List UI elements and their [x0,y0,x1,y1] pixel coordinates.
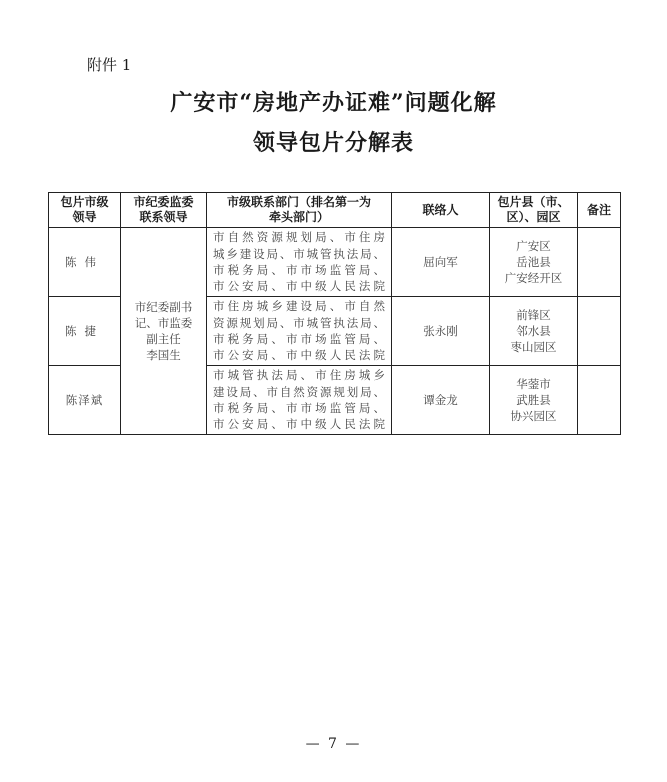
dept-line: 市公安局、市中级人民法院 [213,279,385,294]
dept-line: 建设局、市自然资源规划局、 [213,384,385,399]
area-line: 华蓥市 [516,377,551,391]
row-leader: 陈泽斌 [49,366,121,435]
table-header-row [49,193,621,228]
header-text: 区）、园区 [506,210,561,224]
row-departments [207,297,392,366]
area-line: 岳池县 [516,255,551,269]
assignment-table [48,192,621,435]
row-areas [490,228,578,297]
header-text: 市纪委监委 [133,195,194,209]
row-leader: 陈伟 [49,228,121,297]
dept-line: 市自然资源规划局、市住房 [213,230,385,245]
liaison-leader-cell [121,228,207,435]
row-note [578,228,621,297]
header-areas [490,193,578,228]
row-note [578,366,621,435]
liaison-line: 市纪委副书 [134,300,193,314]
row-areas [490,297,578,366]
row-contact: 屈向军 [392,228,490,297]
row-departments [207,366,392,435]
header-text: 牵头部门） [268,210,329,224]
header-contact [392,193,490,228]
attachment-label: 附件 1 [87,56,132,74]
dept-line: 市住房城乡建设局、市自然 [213,299,385,314]
dept-line: 市税务局、市市场监管局、 [213,332,385,346]
liaison-line: 副主任 [146,332,181,346]
table-row [49,228,621,297]
liaison-line: 记、市监委 [134,316,193,330]
header-notes [578,193,621,228]
row-departments [207,228,392,297]
header-text: 联络人 [422,202,459,217]
area-line: 广安经开区 [504,271,563,285]
header-text: 包片县（市、 [497,195,570,209]
dept-line: 市城管执法局、市住房城乡 [213,368,385,383]
area-line: 协兴园区 [510,409,557,423]
document-title-line2: 领导包片分解表 [252,130,414,156]
header-discipline-leader [121,193,207,228]
header-text: 领导 [72,210,97,224]
row-note [578,297,621,366]
area-line: 武胜县 [516,393,551,407]
row-contact: 张永刚 [392,297,490,366]
dept-line: 市公安局、市中级人民法院 [213,417,385,432]
page-number: — 7 — [305,736,362,752]
header-city-leader [49,193,121,228]
area-line: 广安区 [516,239,551,253]
area-line: 枣山园区 [510,340,557,354]
area-line: 前锋区 [516,308,551,322]
header-text: 备注 [586,202,611,217]
document-title-line1: 广安市“房地产办证难”问题化解 [170,90,497,116]
row-leader: 陈捷 [49,297,121,366]
row-areas [490,366,578,435]
dept-line: 市税务局、市市场监管局、 [213,401,385,415]
dept-line: 市税务局、市市场监管局、 [213,263,385,277]
dept-line: 市公安局、市中级人民法院 [213,348,385,363]
header-text: 包片市级 [60,195,109,209]
header-departments [207,193,392,228]
dept-line: 资源规划局、市城管执法局、 [213,315,385,330]
area-line: 邻水县 [516,324,551,338]
header-text: 联系领导 [139,210,188,224]
dept-line: 城乡建设局、市城管执法局、 [213,246,385,261]
liaison-line: 李国生 [146,348,181,362]
row-contact: 谭金龙 [392,366,490,435]
header-text: 市级联系部门（排名第一为 [226,195,371,209]
